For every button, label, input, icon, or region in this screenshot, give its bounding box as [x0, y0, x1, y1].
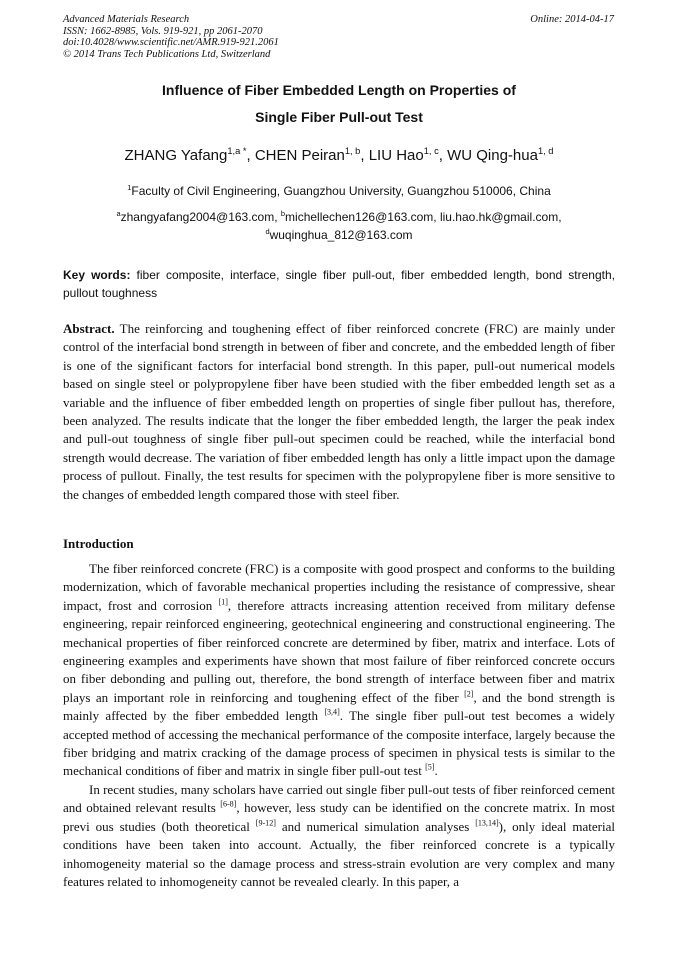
citation: [1]: [218, 597, 228, 607]
author: LIU Hao$^{1, c}$,: [368, 146, 448, 164]
paragraph: The fiber reinforced concrete (FRC) is a composite with good prospect and conforms to the building modernization, which of favorable mechanical properties including the resistance of compressive, shear impact, frost and corrosion [1], therefore attracts increasing attention received from military defense engineering, repair reinforced engineering, geotechnical engineering and constructional engineering. The mechanical properties of fiber reinforced concrete are determined by fiber, matrix and interface. Lots of engineering examples and experiments have shown that most failure of fiber reinforced concrete occurs on fiber debonding and pulling out, therefore, the bond strength of interface between fiber and matrix plays an important role in reinforcing and toughening effect of the fiber [2], and the bond strength is mainly affected by the fiber embedded length [3,4]. The single fiber pull-out test becomes a widely accepted method of accessing the mechanical performance of the composite interface, largely because the fiber bridging and matrix cracking of the damage process of specimen in physical tests is similar to the mechanical conditions of fiber and matrix in single fiber pull-out test [5].: [63, 561, 616, 779]
introduction-body: [63, 560, 615, 891]
affiliation: $^1$Faculty of Civil Engineering, Guangzhou University, Guangzhou 510006, China: [127, 183, 551, 198]
abstract-text: The reinforcing and toughening effect of fiber reinforced concrete (FRC) are mainly under control of the interfacial bond strength in between of fiber and concrete, and the embedded length of fiber is one of the significant factors for interfacial bond strength. In this paper, pull-out numerical models based on single steel or polypropylene fiber have been studied with the fiber embedded length set as a variable and the influence of fiber embedded length on properties of single fiber pullout has, therefore, been analyzed. The results indicate that the longer the fiber embedded length, the larger the peak index and pull-out toughness of single fiber pull-out specimen could be reached, while the interfacial bond strength would decrease. The variation of fiber embedded length has only a little impact upon the damage process of pullout. Finally, the test results for specimen with the polypropylene fiber is more sensitive to the changes of embedded length compared those with steel fiber.: [63, 321, 615, 502]
author-list: [63, 147, 615, 164]
paper-title-line-2: Single Fiber Pull-out Test: [255, 109, 423, 125]
keywords: [63, 266, 615, 302]
paragraph: In recent studies, many scholars have carried out single fiber pull-out tests of fiber reinforced cement and obtained relevant results [6-8], however, less study can be identified on the concrete matrix. In most previ ous studies (both theoretical [9-12] and numerical simulation analyses [13,14]), only ideal material conditions have been taken into account. Actually, the fiber reinforced concrete is a typically inhomogeneity material so the damage process and stress-strain evolution are very complex and many features related to inhomogeneity cannot be revealed clearly. In this paper, a: [63, 781, 615, 889]
citation: [2]: [464, 689, 474, 699]
keywords-text: fiber composite, interface, single fiber pull-out, fiber embedded length, bond strength, pullout toughness: [63, 268, 615, 300]
author: WU Qing-hua$^{1, d}$: [447, 146, 554, 164]
journal-name: Advanced Materials Research: [63, 14, 190, 25]
email-line-2: $^d$wuqinghua_812@163.com: [265, 227, 413, 242]
journal-header: [63, 14, 279, 60]
online-date: Online: 2014-04-17: [530, 14, 614, 25]
keywords-label: Key words:: [63, 268, 131, 282]
abstract: [63, 320, 615, 504]
citation: [6-8]: [220, 799, 237, 809]
doi-line: doi:10.4028/www.scientific.net/AMR.919-921.2061: [63, 37, 279, 48]
email-line-1: $^a$zhangyafang2004@163.com, $^b$michellechen126@163.com, liu.hao.hk@gmail.com,: [116, 209, 562, 224]
citation: [5]: [425, 763, 435, 773]
author: ZHANG Yafang$^{1,a *}$,: [124, 146, 255, 164]
citation: [9-12]: [255, 818, 276, 828]
copyright-line: © 2014 Trans Tech Publications Ltd, Switzerland: [63, 48, 271, 60]
author: CHEN Peiran$^{1, b}$,: [254, 146, 369, 164]
abstract-label: Abstract.: [63, 321, 115, 336]
section-heading-introduction: Introduction: [63, 536, 134, 551]
citation: [3,4]: [324, 707, 340, 717]
citation: [13,14]: [475, 818, 499, 828]
paper-title-line-1: Influence of Fiber Embedded Length on Properties of: [162, 82, 516, 98]
issn-line: ISSN: 1662-8985, Vols. 919-921, pp 2061-2070: [63, 25, 263, 37]
